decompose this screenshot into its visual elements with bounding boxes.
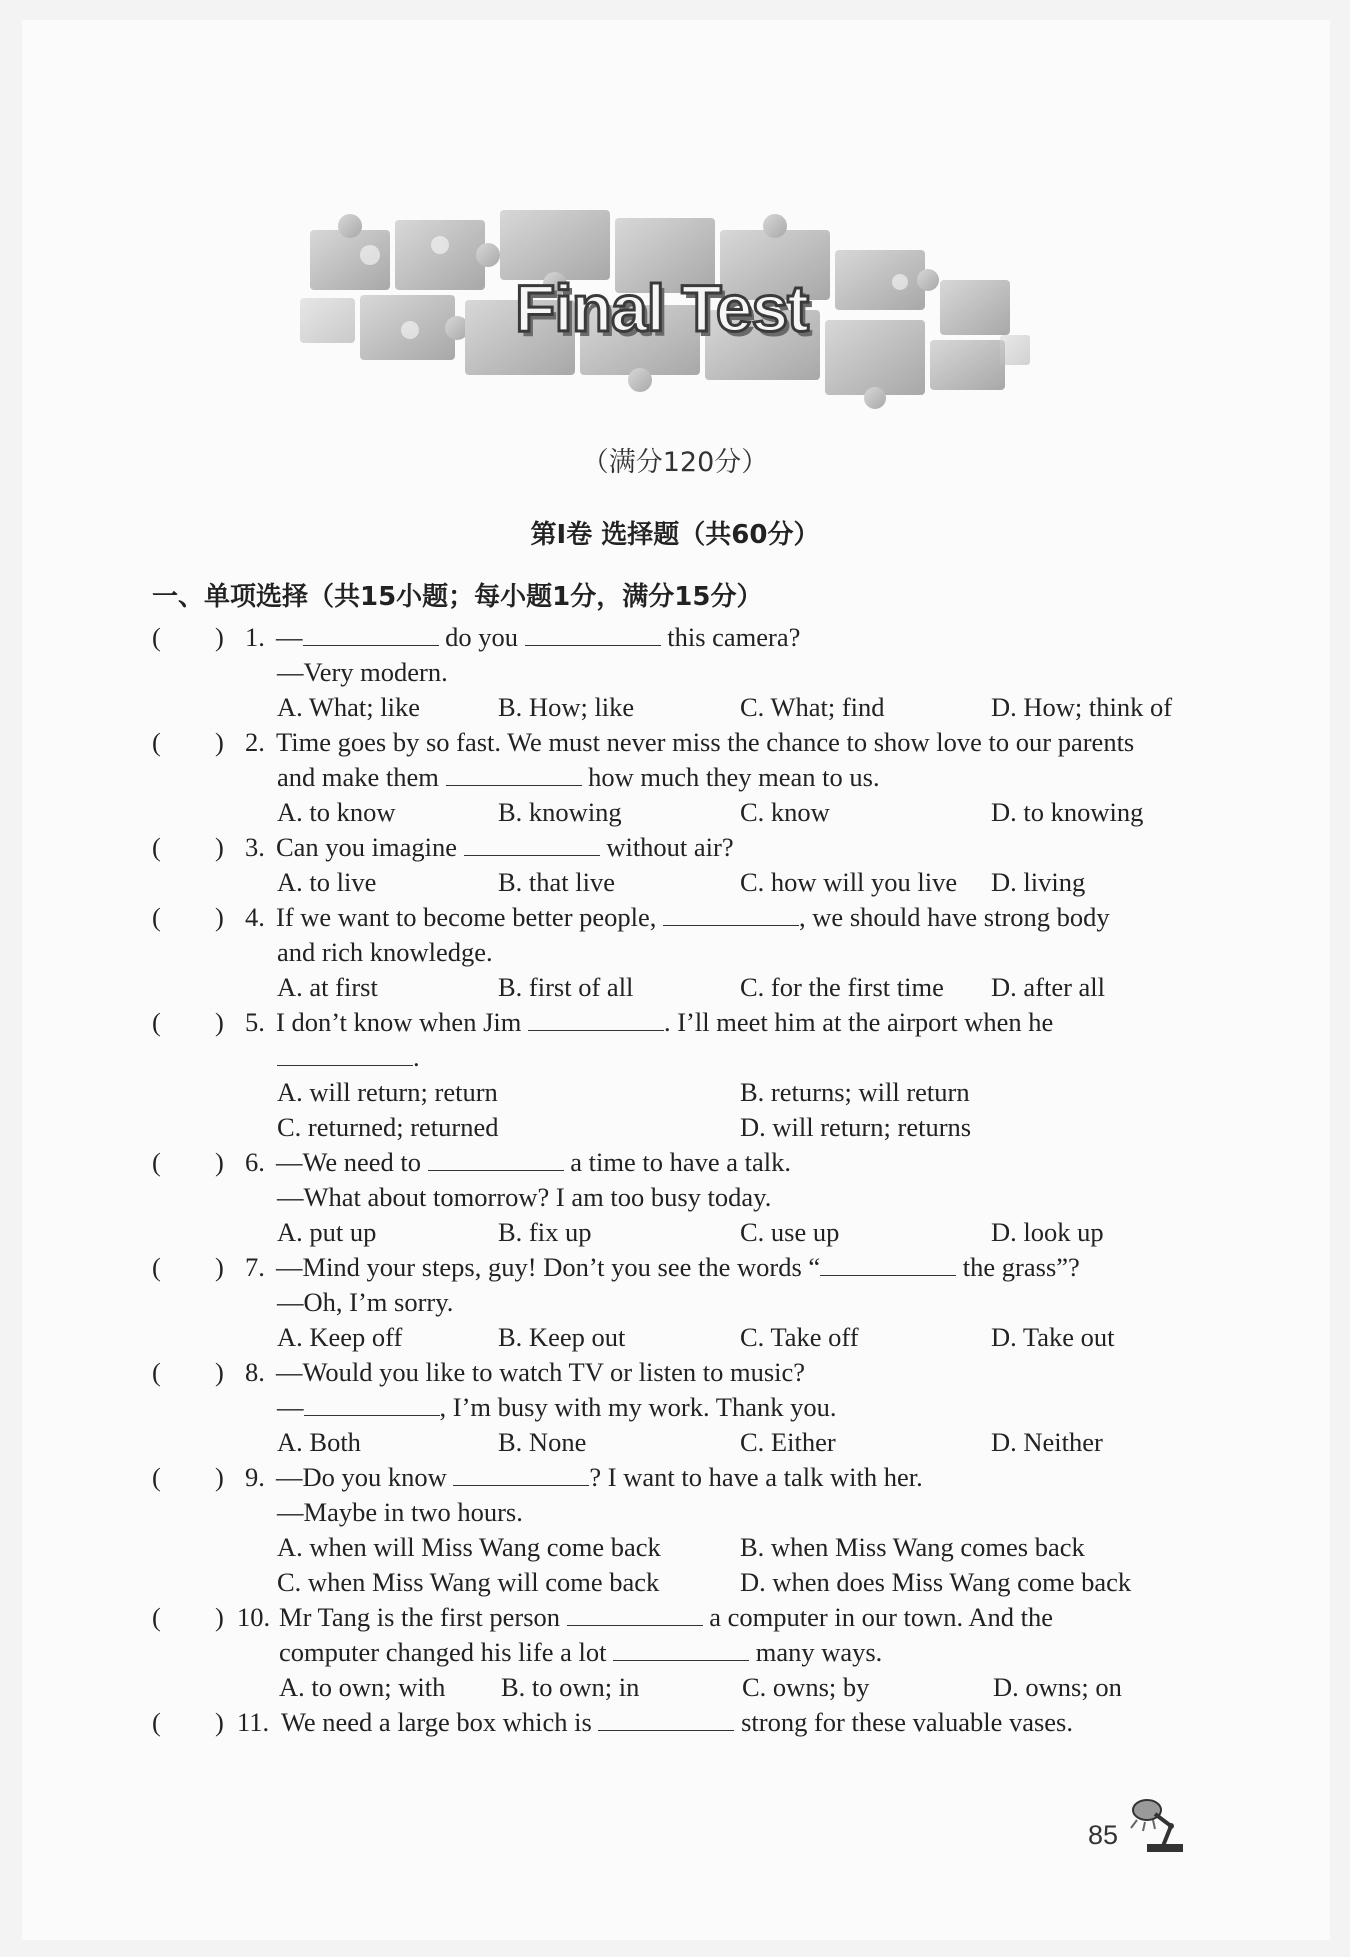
option-d[interactable]: D. when does Miss Wang come back [740,1567,1132,1597]
question-text: —What about tomorrow? I am too busy today. [277,1182,772,1212]
question-text: —Maybe in two hours. [277,1497,523,1527]
question-number: 4. [245,902,265,932]
option-d[interactable]: D. will return; returns [740,1112,972,1142]
answer-blank[interactable] [446,761,582,786]
banner-title: Final Test [515,271,809,345]
options-row [0,1530,1350,1565]
question-list [0,620,1350,1740]
question-number: 10. [237,1602,271,1632]
option-b[interactable]: B. to own; in [501,1672,640,1702]
answer-paren-open: ( [152,832,161,862]
option-a[interactable]: A. will return; return [277,1077,498,1107]
option-c[interactable]: C. for the first time [740,972,944,1002]
answer-paren-close: ) [215,727,224,757]
question-text: —Mind your steps, guy! Don’t you see the words “ the grass”? [276,1252,1080,1282]
option-c[interactable]: C. when Miss Wang will come back [277,1567,660,1597]
option-b[interactable]: B. None [498,1427,587,1457]
answer-blank[interactable] [304,1391,440,1416]
option-c[interactable]: C. how will you live [740,867,958,897]
option-d[interactable]: D. after all [991,972,1106,1002]
options-row [0,1110,1350,1145]
question-text: . [277,1040,420,1075]
answer-paren-open: ( [152,1147,161,1177]
question-4 [0,900,1350,935]
option-d[interactable]: D. living [991,867,1086,897]
question-2 [0,725,1350,760]
answer-blank[interactable] [567,1601,703,1626]
question-text: —We need to a time to have a talk. [276,1147,792,1177]
question-text: —Very modern. [277,657,448,687]
answer-paren-open: ( [152,622,161,652]
options-row [0,1215,1350,1250]
answer-paren-close: ) [215,1462,224,1492]
answer-paren-open: ( [152,1707,161,1737]
answer-blank[interactable] [663,901,799,926]
question-7 [0,1250,1350,1285]
answer-paren-close: ) [215,832,224,862]
question-text: We need a large box which is strong for these valuable vases. [281,1707,1073,1737]
answer-paren-close: ) [215,1007,224,1037]
question-number: 5. [245,1007,265,1037]
options-row [0,795,1350,830]
option-d[interactable]: D. look up [991,1217,1104,1247]
options-row [0,1320,1350,1355]
options-row [0,1425,1350,1460]
answer-blank[interactable] [303,621,439,646]
option-c[interactable]: C. What; find [740,692,885,722]
question-text: and rich knowledge. [277,937,493,967]
option-d[interactable]: D. Neither [991,1427,1103,1457]
question-1 [0,620,1350,655]
answer-blank[interactable] [453,1461,589,1486]
answer-blank[interactable] [277,1041,413,1066]
option-a[interactable]: A. Both [277,1427,361,1457]
question-5 [0,1005,1350,1040]
answer-blank[interactable] [464,831,600,856]
question-text: —Would you like to watch TV or listen to music? [276,1357,806,1387]
answer-blank[interactable] [428,1146,564,1171]
answer-blank[interactable] [528,1006,664,1031]
answer-paren-close: ) [215,622,224,652]
option-b[interactable]: B. How; like [498,692,635,722]
answer-paren-open: ( [152,1357,161,1387]
options-row [0,970,1350,1005]
answer-paren-close: ) [215,902,224,932]
question-number: 8. [245,1357,265,1387]
option-b[interactable]: B. Keep out [498,1322,626,1352]
answer-paren-close: ) [215,1707,224,1737]
option-a[interactable]: A. at first [277,972,378,1002]
option-b[interactable]: B. knowing [498,797,622,827]
option-b[interactable]: B. fix up [498,1217,592,1247]
option-d[interactable]: D. How; think of [991,692,1173,722]
question-text: Mr Tang is the first person a computer in our town. And the [279,1602,1053,1632]
answer-paren-close: ) [215,1147,224,1177]
question-text: —Do you know ? I want to have a talk with her. [276,1462,923,1492]
option-c[interactable]: C. Take off [740,1322,859,1352]
question-number: 2. [245,727,265,757]
question-text: — , I’m busy with my work. Thank you. [277,1392,837,1422]
option-c[interactable]: C. use up [740,1217,840,1247]
question-number: 11. [237,1707,270,1737]
answer-paren-open: ( [152,1252,161,1282]
section-title: 一、单项选择（共15小题；每小题1分，满分15分） [152,582,763,612]
question-number: 1. [245,622,265,652]
question-text: Time goes by so fast. We must never miss the chance to show love to our parents [276,727,1135,757]
answer-paren-close: ) [215,1357,224,1387]
question-9 [0,1460,1350,1495]
question-text: and make them how much they mean to us. [277,762,880,792]
desk-lamp-icon [1125,1796,1195,1861]
question-text: — do you this camera? [276,622,801,652]
question-text: If we want to become better people, , we should have strong body [276,902,1110,932]
answer-paren-open: ( [152,727,161,757]
option-a[interactable]: A. to live [277,867,377,897]
question-text: computer changed his life a lot many ways. [279,1637,883,1667]
answer-paren-open: ( [152,1462,161,1492]
options-row [0,690,1350,725]
answer-paren-close: ) [215,1252,224,1282]
option-c[interactable]: C. Either [740,1427,836,1457]
score-note: （满分120分） [581,447,769,478]
question-3 [0,830,1350,865]
answer-blank[interactable] [525,621,661,646]
options-row [0,1075,1350,1110]
question-11 [0,1705,1350,1740]
question-6 [0,1145,1350,1180]
option-b[interactable]: B. that live [498,867,616,897]
option-a[interactable]: A. put up [277,1217,377,1247]
question-10 [0,1600,1350,1635]
option-b[interactable]: B. first of all [498,972,634,1002]
answer-paren-close: ) [215,1602,224,1632]
answer-blank[interactable] [820,1251,956,1276]
question-number: 9. [245,1462,265,1492]
answer-paren-open: ( [152,902,161,932]
option-c[interactable]: C. know [740,797,830,827]
answer-paren-open: ( [152,1007,161,1037]
question-number: 3. [245,832,265,862]
answer-blank[interactable] [613,1636,749,1661]
option-d[interactable]: D. owns; on [993,1672,1122,1702]
option-b[interactable]: B. when Miss Wang comes back [740,1532,1085,1562]
option-d[interactable]: D. to knowing [991,797,1144,827]
question-number: 6. [245,1147,265,1177]
option-a[interactable]: A. to know [277,797,396,827]
option-b[interactable]: B. returns; will return [740,1077,970,1107]
question-text: —Oh, I’m sorry. [277,1287,454,1317]
option-d[interactable]: D. Take out [991,1322,1115,1352]
option-c[interactable]: C. owns; by [742,1672,870,1702]
option-a[interactable]: A. What; like [277,692,421,722]
question-text: Can you imagine without air? [276,832,734,862]
options-row [0,865,1350,900]
question-text: I don’t know when Jim . I’ll meet him at the airport when he [276,1007,1054,1037]
option-a[interactable]: A. Keep off [277,1322,403,1352]
part-title: 第Ⅰ卷 选择题（共60分） [530,520,820,550]
options-row [0,1565,1350,1600]
options-row [0,1670,1350,1705]
option-a[interactable]: A. to own; with [279,1672,446,1702]
title-banner [300,210,1035,415]
answer-blank[interactable] [598,1706,734,1731]
question-8 [0,1355,1350,1390]
question-number: 7. [245,1252,265,1282]
option-a[interactable]: A. when will Miss Wang come back [277,1532,661,1562]
option-c[interactable]: C. returned; returned [277,1112,499,1142]
answer-paren-open: ( [152,1602,161,1632]
page-number: 85 [1088,1820,1119,1850]
